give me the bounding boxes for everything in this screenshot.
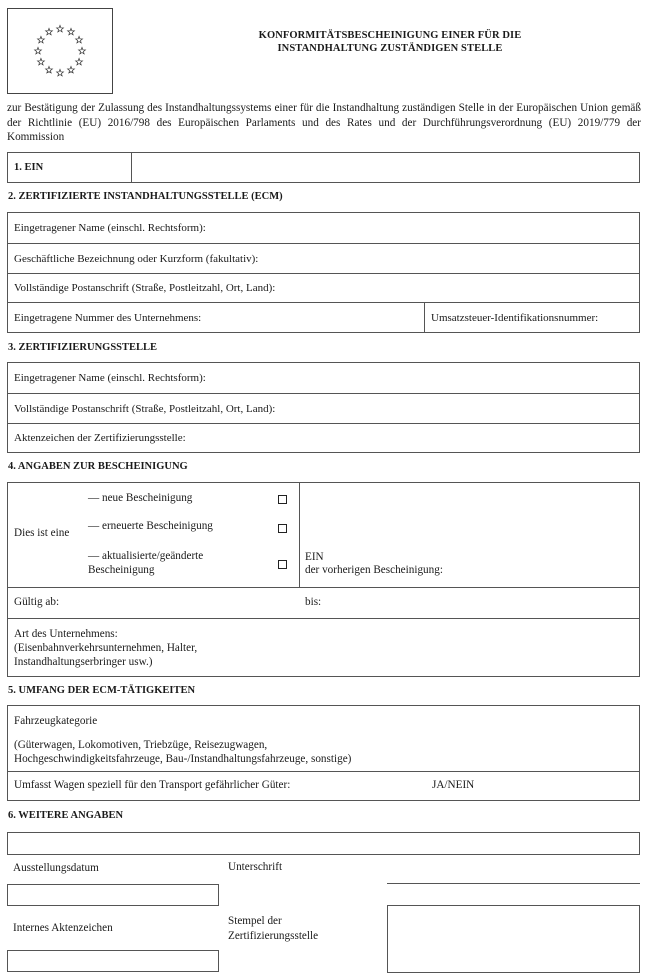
field-label: Vollständige Postanschrift (Straße, Postleitzahl, Ort, Land): [14,282,276,294]
label-line: der vorherigen Bescheinigung: [305,564,443,576]
section-2-box [7,212,640,333]
checkbox-renewed[interactable] [278,524,287,533]
document-title [220,29,560,55]
label-line: — aktualisierte/geänderte [88,550,204,562]
field-label: Eingetragene Nummer des Unternehmens: [14,311,202,324]
field-label: Umsatzsteuer-Identifikationsnummer: [431,311,599,324]
option-updated-label [88,549,203,577]
label-line: EIN [305,551,324,563]
ecm-name-field[interactable] [8,213,639,243]
flag-star-icon [57,69,64,76]
label-line: Instandhaltungserbringer usw.) [14,656,153,668]
option-new-label: — neue Bescheinigung [88,492,193,504]
previous-ein-field[interactable] [305,551,443,577]
flag-star-icon [35,47,42,54]
title-line-1: KONFORMITÄTSBESCHEINIGUNG EINER FÜR DIE [258,30,522,41]
label-line: Hochgeschwindigkeitsfahrzeuge, Bau-/Instandhaltungsfahrzeuge, sonstige) [14,753,352,765]
section-4-box [7,482,640,677]
label-line: Bescheinigung [88,564,155,576]
vehicle-category-label: Fahrzeugkategorie [14,715,98,727]
stamp-label [228,914,318,944]
dangerous-goods-label: Umfasst Wagen speziell für den Transport gefährlicher Güter: [14,779,291,791]
valid-from-field[interactable]: Gültig ab: [14,596,60,608]
label-line: Stempel der [228,915,282,927]
ecm-trade-name-field[interactable] [8,243,639,273]
divider [299,483,300,587]
checkbox-new[interactable] [278,495,287,504]
dangerous-goods-row [8,772,639,801]
ein-input[interactable] [132,153,639,182]
certificate-type-row [8,483,639,588]
section-5-box [7,705,640,801]
label-line: Art des Unternehmens: [14,628,118,640]
field-label: Geschäftliche Bezeichnung oder Kurzform (fakultativ): [14,252,259,265]
signature-label: Unterschrift [228,861,283,873]
internal-ref-input[interactable] [7,950,219,972]
flag-star-icon [46,66,53,73]
section-3-heading: 3. ZERTIFIZIERUNGSSTELLE [8,342,158,353]
section-2-heading: 2. ZERTIFIZIERTE INSTANDHALTUNGSSTELLE (ECM) [8,191,283,202]
ecm-numbers-row [8,302,639,332]
label-line: Zertifizierungsstelle [228,930,319,942]
further-info-input[interactable] [7,832,640,855]
label-line: (Güterwagen, Lokomotiven, Triebzüge, Reisezugwagen, [14,739,268,751]
this-is-label: Dies ist eine [14,527,70,539]
flag-star-icon [68,66,75,73]
issue-date-label: Ausstellungsdatum [13,862,99,874]
yes-no-option[interactable]: JA/NEIN [432,779,475,791]
section-6-heading: 6. WEITERE ANGABEN [8,810,124,821]
field-label: Aktenzeichen der Zertifizierungsstelle: [14,432,186,444]
vehicle-category-field[interactable] [8,706,639,772]
vat-number-field[interactable] [425,312,639,324]
flag-star-icon [38,36,45,43]
signature-line[interactable] [387,883,640,884]
internal-ref-label: Internes Aktenzeichen [13,922,113,934]
reg-number-field[interactable] [8,303,425,332]
flag-star-icon [76,36,83,43]
flag-star-icon [38,58,45,65]
checkbox-updated[interactable] [278,560,287,569]
stamp-box[interactable] [387,905,640,973]
section-4-heading: 4. ANGABEN ZUR BESCHEINIGUNG [8,461,188,472]
label-line: (Eisenbahnverkehrsunternehmen, Halter, [14,642,198,654]
cb-address-field[interactable] [8,393,639,423]
section-3-box [7,362,640,453]
cb-name-field[interactable] [8,363,639,393]
issue-date-input[interactable] [7,884,219,906]
option-renewed-label: — erneuerte Bescheinigung [88,520,213,532]
ecm-address-field[interactable] [8,273,639,302]
section-1-ein [7,152,640,183]
flag-star-icon [68,28,75,35]
flag-star-icon [46,28,53,35]
company-type-field[interactable] [8,619,639,677]
flag-star-icon [76,58,83,65]
valid-to-field[interactable]: bis: [305,596,322,608]
cb-reference-field[interactable] [8,423,639,452]
intro-text: zur Bestätigung der Zulassung des Instandhaltungssystems einer für die Instandhaltung zuständigen Stelle in der Europäischen Union gemäß der Richtlinie (EU) 2016/798 des Europäischen Parlaments und des Rates und der Durchführungsverordnung (EU) 2019/779 der Kommission [7,102,641,143]
field-label: Eingetragener Name (einschl. Rechtsform): [14,222,206,234]
section-5-heading: 5. UMFANG DER ECM-TÄTIGKEITEN [8,685,196,696]
flag-star-icon [57,25,64,32]
eu-flag-icon [7,8,113,94]
validity-row [8,588,639,619]
flag-star-icon [79,47,86,54]
title-line-2: INSTANDHALTUNG ZUSTÄNDIGEN STELLE [277,43,503,54]
ein-label: 1. EIN [8,153,132,182]
field-label: Vollständige Postanschrift (Straße, Postleitzahl, Ort, Land): [14,402,276,415]
field-label: Eingetragener Name (einschl. Rechtsform): [14,372,206,384]
